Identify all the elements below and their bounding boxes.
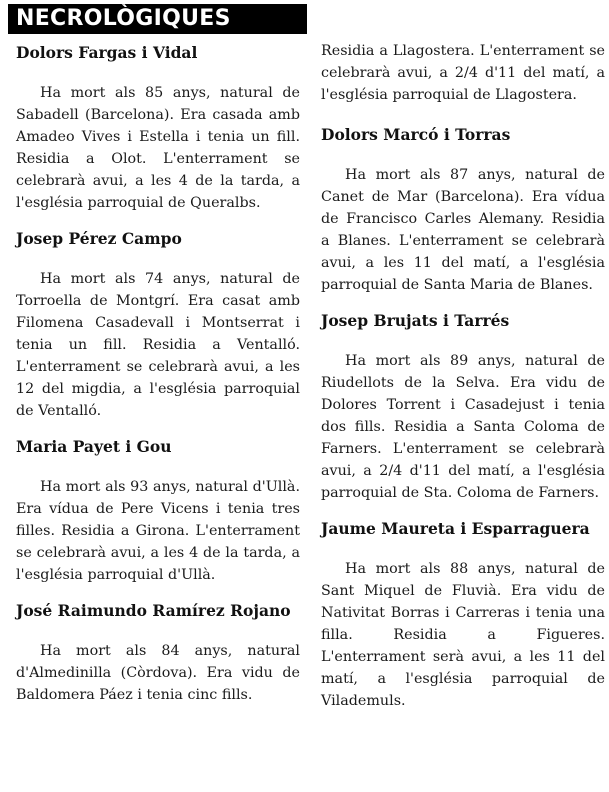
left-column: [16, 42, 300, 720]
deceased-name: Jaume Maureta i Esparraguera: [321, 519, 590, 538]
obituary-entry: [16, 42, 300, 214]
obituary-entry: [16, 436, 300, 586]
obituary-entry: [321, 518, 605, 712]
deceased-name: Josep Pérez Campo: [16, 229, 182, 248]
obituary-entry: [16, 600, 300, 706]
deceased-name: Josep Brujats i Tarrés: [321, 311, 510, 330]
deceased-name: Dolors Marcó i Torras: [321, 125, 511, 144]
right-column: [321, 40, 605, 726]
obituary-entry: [321, 124, 605, 296]
obituary-text: Ha mort als 87 anys, natural de Canet de Mar (Barcelona). Era vídua de Francisco Carles Alemany. Residia a Blanes. L'enterrament se celebrarà avui, a les 11 del matí, a l'església parroquial de Santa Maria de Blanes.: [321, 167, 605, 293]
obituary-continuation: Residia a Llagostera. L'enterrament se celebrarà avui, a 2/4 d'11 del matí, a l'església parroquial de Llagostera.: [321, 43, 605, 103]
deceased-name: José Raimundo Ramírez Rojano: [16, 601, 291, 620]
obituary-text: Ha mort als 85 anys, natural de Sabadell (Barcelona). Era casada amb Amadeo Vives i Estella i tenia un fill. Residia a Olot. L'enterrament se celebrarà avui, a les 4 de la tarda, a l'església parroquial de Queralbs.: [16, 85, 300, 211]
section-header: [8, 4, 307, 34]
obituary-text: Ha mort als 89 anys, natural de Riudellots de la Selva. Era vidu de Dolores Torrent i Casadejust i tenia dos fills. Residia a Santa Coloma de Farners. L'enterrament se celebrarà avui, a 2/4 d'11 del matí, a l'església parroquial de Sta. Coloma de Farners.: [321, 353, 605, 501]
obituary-text: Ha mort als 88 anys, natural de Sant Miquel de Fluvià. Era vidu de Nativitat Borras i Carreras i tenia una filla. Residia a Figueres. L'enterrament serà avui, a les 11 del matí, a l'església parroquial de Vilademuls.: [321, 561, 605, 709]
obituary-text: Ha mort als 93 anys, natural d'Ullà. Era vídua de Pere Vicens i tenia tres filles. Residia a Girona. L'enterrament se celebrarà avui, a les 4 de la tarda, a l'església parroquial d'Ullà.: [16, 479, 300, 583]
obituary-text: Ha mort als 84 anys, natural d'Almedinilla (Còrdova). Era vidu de Baldomera Páez i tenia cinc fills.: [16, 643, 300, 703]
obituary-text: Ha mort als 74 anys, natural de Torroella de Montgrí. Era casat amb Filomena Casadevall i Montserrat i tenia un fill. Residia a Ventalló. L'enterrament se celebrarà avui, a les 12 del migdia, a l'església parroquial de Ventalló.: [16, 271, 300, 419]
deceased-name: Maria Payet i Gou: [16, 437, 172, 456]
obituary-entry: [16, 228, 300, 422]
obituary-entry: [321, 310, 605, 504]
deceased-name: Dolors Fargas i Vidal: [16, 43, 198, 62]
section-title: NECROLÒGIQUES: [16, 6, 231, 31]
